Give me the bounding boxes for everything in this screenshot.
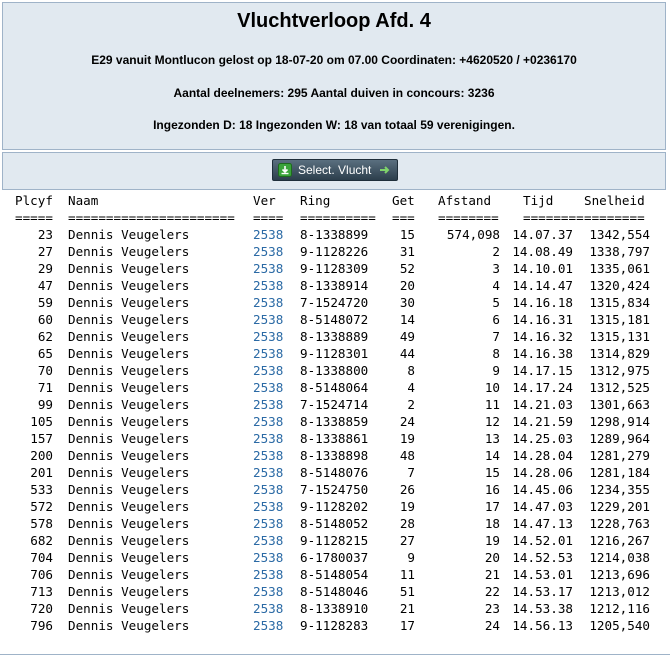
snelheid-cell: 1234,355 [589,482,650,497]
naam-cell: Dennis Veugelers [68,244,190,259]
ring-cell: 8-5148046 [300,584,369,599]
snelheid-cell: 1281,184 [589,465,650,480]
tijd-cell: 14.25.03 [512,431,573,446]
ring-cell: 7-1524750 [300,482,369,497]
ver-link[interactable]: 2538 [253,533,284,548]
snelheid-cell: 1338,797 [589,244,650,259]
table-row [0,379,670,396]
tijd-cell: 14.47.03 [512,499,573,514]
get-cell: 30 [399,295,415,310]
plcyf-cell: 713 [30,584,53,599]
table-row [0,243,670,260]
snelheid-cell: 1213,696 [589,567,650,582]
afstand-cell: 14 [484,448,500,463]
plcyf-cell: 201 [30,465,53,480]
naam-cell: Dennis Veugelers [68,431,190,446]
plcyf-cell: 533 [30,482,53,497]
table-separator [0,209,670,226]
get-cell: 31 [399,244,415,259]
tijd-cell: 14.53.38 [512,601,573,616]
snelheid-cell: 1301,663 [589,397,650,412]
plcyf-cell: 99 [37,397,53,412]
ring-cell: 9-1128215 [300,533,369,548]
naam-cell: Dennis Veugelers [68,482,190,497]
ring-cell: 8-5148072 [300,312,369,327]
get-cell: 21 [399,601,415,616]
snelheid-cell: 1216,267 [589,533,650,548]
snelheid-cell: 1342,554 [589,227,650,242]
snelheid-cell: 1228,763 [589,516,650,531]
results-table [0,192,670,634]
ver-link[interactable]: 2538 [253,244,284,259]
plcyf-cell: 572 [30,499,53,514]
afstand-cell: 11 [484,397,500,412]
get-cell: 15 [399,227,415,242]
flight-header [2,2,666,150]
get-cell: 4 [407,380,415,395]
tijd-cell: 14.07.37 [512,227,573,242]
afstand-cell: 22 [484,584,500,599]
plcyf-cell: 65 [37,346,53,361]
afstand-cell: 12 [484,414,500,429]
table-row [0,362,670,379]
ver-link[interactable]: 2538 [253,601,284,616]
tijd-cell: 14.16.38 [512,346,573,361]
naam-cell: Dennis Veugelers [68,278,190,293]
ver-link[interactable]: 2538 [253,278,284,293]
header-get: Get [392,193,415,208]
plcyf-cell: 157 [30,431,53,446]
table-row [0,430,670,447]
plcyf-cell: 706 [30,567,53,582]
table-row [0,532,670,549]
ver-link[interactable]: 2538 [253,431,284,446]
get-cell: 28 [399,516,415,531]
snelheid-cell: 1214,038 [589,550,650,565]
ring-cell: 8-5148076 [300,465,369,480]
ver-link[interactable]: 2538 [253,448,284,463]
tijd-cell: 14.14.47 [512,278,573,293]
naam-cell: Dennis Veugelers [68,312,190,327]
tijd-cell: 14.16.18 [512,295,573,310]
naam-cell: Dennis Veugelers [68,584,190,599]
sep-get: === [392,210,415,225]
afstand-cell: 18 [484,516,500,531]
get-cell: 48 [399,448,415,463]
snelheid-cell: 1312,975 [589,363,650,378]
afstand-cell: 9 [492,363,500,378]
plcyf-cell: 23 [37,227,53,242]
tijd-cell: 14.53.17 [512,584,573,599]
ring-cell: 7-1524720 [300,295,369,310]
ring-cell: 9-1128301 [300,346,369,361]
header-plcyf: Plcyf [15,193,53,208]
tijd-cell: 14.28.04 [512,448,573,463]
plcyf-cell: 105 [30,414,53,429]
ver-link[interactable]: 2538 [253,584,284,599]
snelheid-cell: 1315,181 [589,312,650,327]
table-row [0,294,670,311]
afstand-cell: 574,098 [446,227,500,242]
table-row [0,481,670,498]
arrow-right-icon [379,164,391,176]
ring-cell: 8-1338914 [300,278,369,293]
get-cell: 9 [407,550,415,565]
get-cell: 44 [399,346,415,361]
naam-cell: Dennis Veugelers [68,533,190,548]
ver-link[interactable]: 2538 [253,329,284,344]
get-cell: 51 [399,584,415,599]
sep-plcyf: ===== [15,210,53,225]
naam-cell: Dennis Veugelers [68,414,190,429]
afstand-cell: 2 [492,244,500,259]
plcyf-cell: 27 [37,244,53,259]
table-row [0,464,670,481]
ring-cell: 8-1338899 [300,227,369,242]
get-cell: 24 [399,414,415,429]
sep-tijd: ======== [523,210,584,225]
get-cell: 27 [399,533,415,548]
sep-afstand: ======== [438,210,499,225]
table-row [0,600,670,617]
ver-link[interactable]: 2538 [253,380,284,395]
naam-cell: Dennis Veugelers [68,295,190,310]
naam-cell: Dennis Veugelers [68,550,190,565]
afstand-cell: 20 [484,550,500,565]
snelheid-cell: 1205,540 [589,618,650,633]
table-row [0,549,670,566]
plcyf-cell: 60 [37,312,53,327]
afstand-cell: 21 [484,567,500,582]
snelheid-cell: 1229,201 [589,499,650,514]
ring-cell: 9-1128283 [300,618,369,633]
ring-cell: 9-1128202 [300,499,369,514]
afstand-cell: 5 [492,295,500,310]
tijd-cell: 14.52.53 [512,550,573,565]
ver-link[interactable]: 2538 [253,261,284,276]
sep-naam: ====================== [68,210,235,225]
afstand-cell: 4 [492,278,500,293]
afstand-cell: 23 [484,601,500,616]
snelheid-cell: 1213,012 [589,584,650,599]
table-row [0,498,670,515]
tijd-cell: 14.17.24 [512,380,573,395]
afstand-cell: 13 [484,431,500,446]
table-row [0,413,670,430]
get-cell: 17 [399,618,415,633]
header-afstand: Afstand [438,193,492,208]
table-row [0,447,670,464]
ver-link[interactable]: 2538 [253,550,284,565]
table-row [0,617,670,634]
naam-cell: Dennis Veugelers [68,397,190,412]
ring-cell: 8-5148052 [300,516,369,531]
snelheid-cell: 1335,061 [589,261,650,276]
afstand-cell: 7 [492,329,500,344]
table-row [0,311,670,328]
snelheid-cell: 1281,279 [589,448,650,463]
ring-cell: 6-1780037 [300,550,369,565]
tijd-cell: 14.08.49 [512,244,573,259]
afstand-cell: 8 [492,346,500,361]
snelheid-cell: 1212,116 [589,601,650,616]
table-row [0,328,670,345]
snelheid-cell: 1320,424 [589,278,650,293]
header-ring: Ring [300,193,331,208]
ring-cell: 8-1338910 [300,601,369,616]
snelheid-cell: 1312,525 [589,380,650,395]
download-icon [278,163,292,177]
plcyf-cell: 200 [30,448,53,463]
select-flight-label: Select. Vlucht [298,163,372,177]
bottom-divider [0,654,670,655]
tijd-cell: 14.21.03 [512,397,573,412]
tijd-cell: 14.28.06 [512,465,573,480]
table-row [0,260,670,277]
plcyf-cell: 59 [37,295,53,310]
naam-cell: Dennis Veugelers [68,227,190,242]
table-row [0,583,670,600]
get-cell: 26 [399,482,415,497]
ver-link[interactable]: 2538 [253,397,284,412]
naam-cell: Dennis Veugelers [68,465,190,480]
naam-cell: Dennis Veugelers [68,567,190,582]
table-row [0,277,670,294]
ver-link[interactable]: 2538 [253,516,284,531]
afstand-cell: 3 [492,261,500,276]
ring-cell: 8-5148064 [300,380,369,395]
sep-snelheid: ======== [584,210,645,225]
snelheid-cell: 1298,914 [589,414,650,429]
naam-cell: Dennis Veugelers [68,363,190,378]
get-cell: 14 [399,312,415,327]
header-ver: Ver [253,193,276,208]
tijd-cell: 14.21.59 [512,414,573,429]
get-cell: 20 [399,278,415,293]
header-tijd: Tijd [523,193,554,208]
ver-link[interactable]: 2538 [253,482,284,497]
ring-cell: 8-1338800 [300,363,369,378]
afstand-cell: 24 [484,618,500,633]
plcyf-cell: 62 [37,329,53,344]
plcyf-cell: 29 [37,261,53,276]
ver-link[interactable]: 2538 [253,346,284,361]
get-cell: 2 [407,397,415,412]
sep-ring: ========== [300,210,376,225]
tijd-cell: 14.45.06 [512,482,573,497]
clubs-info: Ingezonden D: 18 Ingezonden W: 18 van totaal 59 verenigingen. [153,118,515,132]
snelheid-cell: 1315,131 [589,329,650,344]
snelheid-cell: 1315,834 [589,295,650,310]
snelheid-cell: 1314,829 [589,346,650,361]
get-cell: 52 [399,261,415,276]
get-cell: 49 [399,329,415,344]
tijd-cell: 14.10.01 [512,261,573,276]
ver-link[interactable]: 2538 [253,295,284,310]
ver-link[interactable]: 2538 [253,567,284,582]
afstand-cell: 17 [484,499,500,514]
snelheid-cell: 1289,964 [589,431,650,446]
ring-cell: 8-1338861 [300,431,369,446]
get-cell: 11 [399,567,415,582]
header-naam: Naam [68,193,99,208]
get-cell: 8 [407,363,415,378]
naam-cell: Dennis Veugelers [68,329,190,344]
plcyf-cell: 578 [30,516,53,531]
ver-link[interactable]: 2538 [253,414,284,429]
afstand-cell: 10 [484,380,500,395]
get-cell: 19 [399,499,415,514]
table-row [0,566,670,583]
afstand-cell: 6 [492,312,500,327]
naam-cell: Dennis Veugelers [68,618,190,633]
ver-link[interactable]: 2538 [253,312,284,327]
sep-ver: ==== [253,210,284,225]
plcyf-cell: 720 [30,601,53,616]
toolbar [2,152,666,190]
tijd-cell: 14.47.13 [512,516,573,531]
ring-cell: 9-1128309 [300,261,369,276]
afstand-cell: 15 [484,465,500,480]
tijd-cell: 14.17.15 [512,363,573,378]
release-info: E29 vanuit Montlucon gelost op 18-07-20 om 07.00 Coordinaten: +4620520 / +0236170 [91,53,577,67]
naam-cell: Dennis Veugelers [68,346,190,361]
table-row [0,396,670,413]
naam-cell: Dennis Veugelers [68,601,190,616]
afstand-cell: 19 [484,533,500,548]
plcyf-cell: 682 [30,533,53,548]
tijd-cell: 14.16.32 [512,329,573,344]
participants-info: Aantal deelnemers: 295 Aantal duiven in concours: 3236 [173,86,495,100]
ring-cell: 8-1338859 [300,414,369,429]
header-snelheid: Snelheid [584,193,645,208]
naam-cell: Dennis Veugelers [68,448,190,463]
naam-cell: Dennis Veugelers [68,499,190,514]
plcyf-cell: 70 [37,363,53,378]
ver-link[interactable]: 2538 [253,227,284,242]
table-row [0,226,670,243]
ver-link[interactable]: 2538 [253,618,284,633]
select-flight-button[interactable] [272,159,398,181]
ring-cell: 8-1338889 [300,329,369,344]
naam-cell: Dennis Veugelers [68,261,190,276]
tijd-cell: 14.56.13 [512,618,573,633]
plcyf-cell: 796 [30,618,53,633]
naam-cell: Dennis Veugelers [68,380,190,395]
plcyf-cell: 704 [30,550,53,565]
plcyf-cell: 47 [37,278,53,293]
ring-cell: 7-1524714 [300,397,369,412]
plcyf-cell: 71 [37,380,53,395]
get-cell: 19 [399,431,415,446]
ring-cell: 8-5148054 [300,567,369,582]
ring-cell: 8-1338898 [300,448,369,463]
afstand-cell: 16 [484,482,500,497]
ver-link[interactable]: 2538 [253,465,284,480]
tijd-cell: 14.53.01 [512,567,573,582]
table-header [0,192,670,209]
page-title: Vluchtverloop Afd. 4 [237,10,431,32]
ver-link[interactable]: 2538 [253,499,284,514]
naam-cell: Dennis Veugelers [68,516,190,531]
tijd-cell: 14.52.01 [512,533,573,548]
get-cell: 7 [407,465,415,480]
table-row [0,515,670,532]
tijd-cell: 14.16.31 [512,312,573,327]
ver-link[interactable]: 2538 [253,363,284,378]
ring-cell: 9-1128226 [300,244,369,259]
table-row [0,345,670,362]
